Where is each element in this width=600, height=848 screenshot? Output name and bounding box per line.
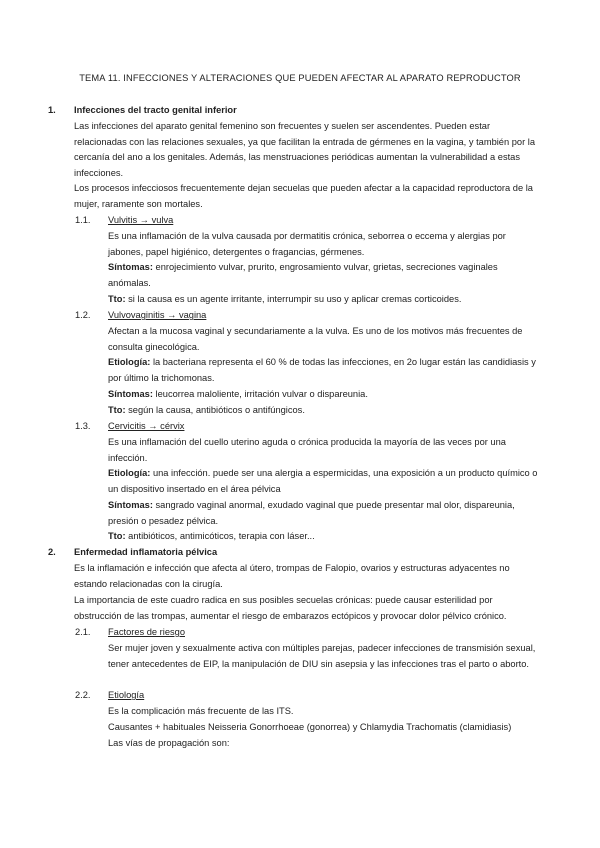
sintomas-label: Síntomas:: [108, 500, 153, 510]
subsection-2-1-title: Factores de riesgo: [108, 627, 185, 637]
etiologia-text: una infección. puede ser una alergia a espermicidas, una exposición a un producto químico o un dispositivo insertado en el área pélvica: [108, 468, 538, 494]
subsection-2-2-number: 2.2.: [75, 690, 91, 700]
subsection-1-2-etiologia: [108, 355, 538, 386]
subsection-1-3-title: Cervicitis → cérvix: [108, 421, 185, 431]
subsection-1-2-title: Vulvovaginitis → vagina: [108, 310, 207, 320]
document-title: TEMA 11. INFECCIONES Y ALTERACIONES QUE PUEDEN AFECTAR AL APARATO REPRODUCTOR: [79, 73, 521, 83]
subsection-2-2-line-1: Es la complicación más frecuente de las ITS.: [108, 706, 294, 716]
subsection-1-2-description: Afectan a la mucosa vaginal y secundariamente a la vulva. Es uno de los motivos más frecuentes de consulta ginecológica.: [108, 326, 523, 352]
tto-label: Tto:: [108, 294, 126, 304]
subsection-1-3-number: 1.3.: [75, 421, 91, 431]
subsection-1-1-description: Es una inflamación de la vulva causada por dermatitis crónica, seborrea o eccema y alergias por jabones, papel higiénico, detergentes o fragancias, gérmenes.: [108, 231, 506, 257]
subsection-2-2-title: Etiología: [108, 690, 145, 700]
section-1-intro-paragraph-2: Los procesos infecciosos frecuentemente dejan secuelas que pueden afectar a la capacidad reproductora de la mujer, raramente son mortales.: [74, 183, 533, 209]
subsection-2-1-description: Ser mujer joven y sexualmente activa con múltiples parejas, padecer infecciones de transmisión sexual, tener antecedentes de EIP, la manipulación de DIU sin asepsia y las infecciones tras el parto o aborto.: [108, 643, 536, 669]
section-2-number: 2.: [48, 547, 56, 557]
section-1-title: Infecciones del tracto genital inferior: [74, 105, 237, 115]
subsection-1-1-tto: [108, 292, 538, 308]
sintomas-text: enrojecimiento vulvar, prurito, engrosamiento vulvar, grietas, secreciones vaginales anómalas.: [108, 262, 498, 288]
tto-text: si la causa es un agente irritante, interrumpir su uso y aplicar cremas corticoides.: [125, 294, 462, 304]
subsection-2-1-number: 2.1.: [75, 627, 91, 637]
subsection-1-3-tto: [108, 529, 538, 545]
sintomas-text: sangrado vaginal anormal, exudado vaginal que puede presentar mal olor, dispareunia, presión o pesadez pélvica.: [108, 500, 515, 526]
subsection-1-3-sintomas: [108, 498, 538, 529]
sintomas-label: Síntomas:: [108, 389, 153, 399]
subsection-1-3-etiologia: [108, 466, 538, 497]
sintomas-text: leucorrea maloliente, irritación vulvar o dispareunia.: [152, 389, 368, 399]
subsection-1-1-number: 1.1.: [75, 215, 91, 225]
section-2-intro-paragraph-1: Es la inflamación e infección que afecta al útero, trompas de Falopio, ovarios y estructuras adyacentes no estando relacionadas con la cirugía.: [74, 563, 510, 589]
section-2-title: Enfermedad inflamatoria pélvica: [74, 547, 218, 557]
subsection-2-2-line-3: Las vías de propagación son:: [108, 738, 230, 748]
subsection-1-3-description: Es una inflamación del cuello uterino aguda o crónica producida la mayoría de las veces por una infección.: [108, 437, 506, 463]
section-2-intro-paragraph-2: La importancia de este cuadro radica en sus posibles secuelas crónicas: puede causar esterilidad por obstrucción de las trompas, aumentar el riesgo de embarazos ectópicos y provocar dolor pélvico crónico.: [74, 595, 507, 621]
subsection-1-2-tto: [108, 403, 538, 419]
tto-text: según la causa, antibióticos o antifúngicos.: [125, 405, 305, 415]
etiologia-text: la bacteriana representa el 60 % de todas las infecciones, en 2o lugar están las candidiasis y por último la trichomonas.: [108, 357, 536, 383]
etiologia-label: Etiología:: [108, 357, 151, 367]
subsection-2-2-line-2: Causantes + habituales Neisseria Gonorrhoeae (gonorrea) y Chlamydia Trachomatis (clamidiasis): [108, 722, 512, 732]
subsection-1-1-title: Vulvitis → vulva: [108, 215, 174, 225]
subsection-1-2-number: 1.2.: [75, 310, 91, 320]
tto-label: Tto:: [108, 405, 126, 415]
section-1-number: 1.: [48, 105, 56, 115]
sintomas-label: Síntomas:: [108, 262, 153, 272]
subsection-1-2-sintomas: [108, 387, 538, 403]
etiologia-label: Etiología:: [108, 468, 151, 478]
subsection-1-1-sintomas: [108, 260, 538, 291]
tto-label: Tto:: [108, 531, 126, 541]
section-1-intro-paragraph-1: Las infecciones del aparato genital femenino son frecuentes y suelen ser ascendentes. Pueden estar relacionadas con las relaciones sexuales, ya que facilitan la entrada de gérmenes en la vagina, y también por la cercanía del ano a los genitales. Además, las menstruaciones periódicas aumentan la vulnerabilidad a estas infecciones.: [74, 121, 535, 178]
tto-text: antibióticos, antimicóticos, terapia con láser...: [125, 531, 315, 541]
